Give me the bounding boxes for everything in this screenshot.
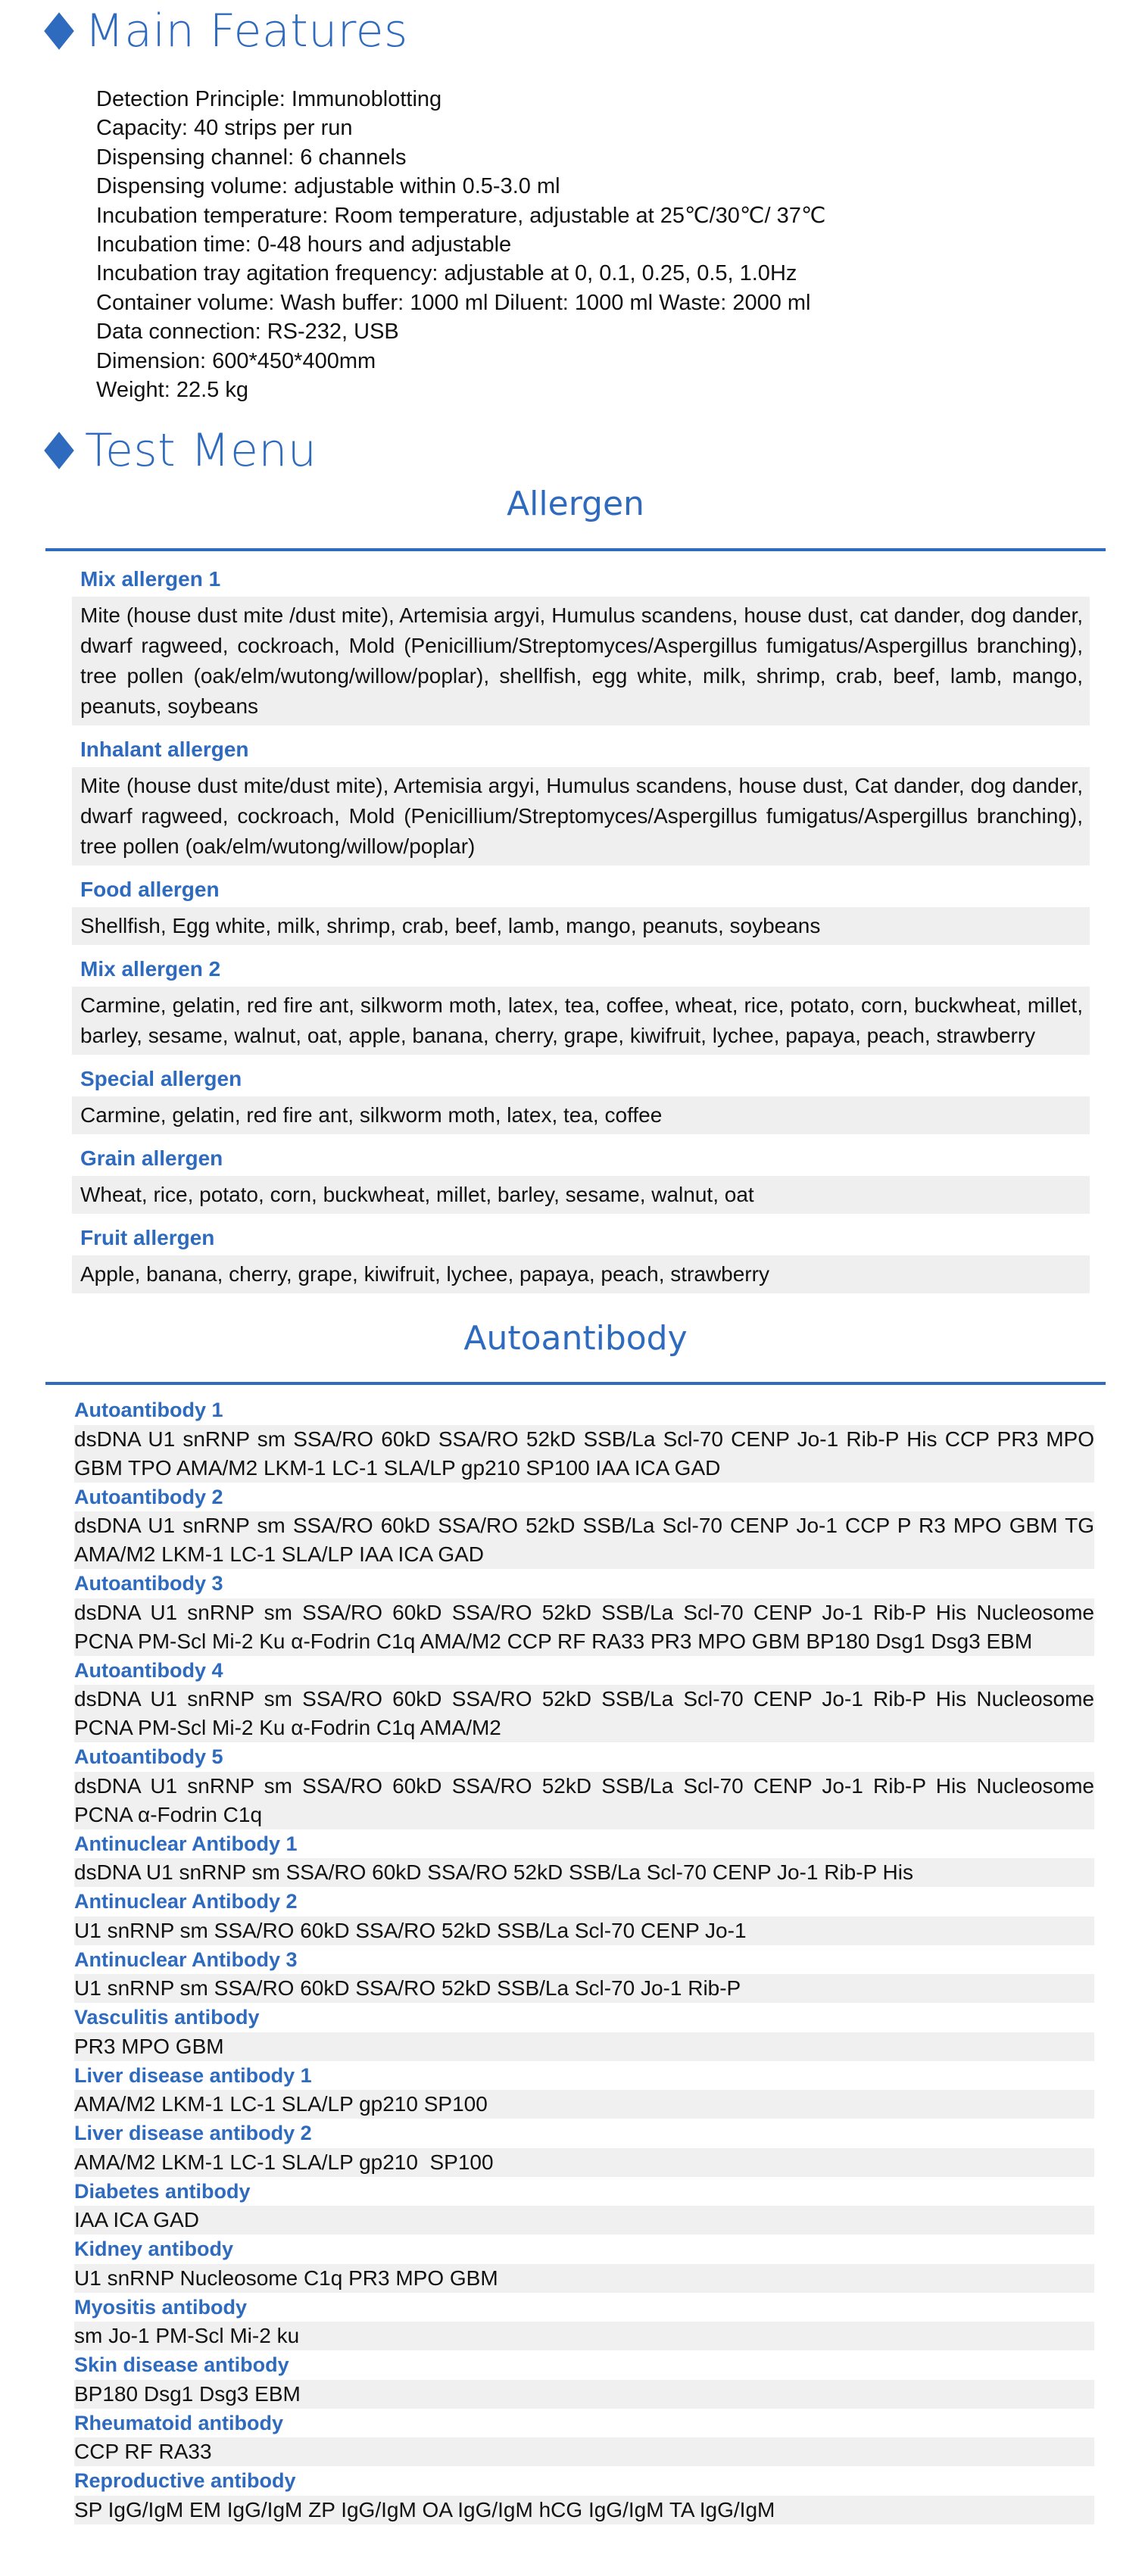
allergen-item-content: Mite (house dust mite /dust mite), Artemisia argyi, Humulus scandens, house dust, cat dander, dog dander, dwarf ragweed, cockroach, Mold (Penicillium/Streptomyces/Aspergillus fumigatus/Aspergillus branching), tree pollen (oak/elm/wutong/willow/poplar), shellfish, egg white, milk, shrimp, crab, beef, lamb, mango, peanuts, soybeans: [72, 597, 1090, 725]
autoantibody-item-name: Reproductive antibody: [74, 2469, 296, 2492]
autoantibody-item: [74, 1656, 1094, 1743]
autoantibody-item-name: Antinuclear Antibody 1: [74, 1832, 298, 1855]
allergen-item-name: Mix allergen 1: [80, 567, 221, 591]
autoantibody-item-name: Autoantibody 3: [74, 1572, 223, 1595]
autoantibody-item: [74, 1396, 1094, 1483]
autoantibody-item: [74, 1887, 1094, 1945]
allergen-item-content: Shellfish, Egg white, milk, shrimp, crab, beef, lamb, mango, peanuts, soybeans: [72, 907, 1090, 945]
feature-item: Dimension: 600*450*400mm: [96, 348, 376, 373]
autoantibody-item-name: Autoantibody 2: [74, 1485, 223, 1508]
feature-item: Dispensing volume: adjustable within 0.5-3.0 ml: [96, 174, 560, 199]
allergen-item: [72, 732, 1090, 865]
autoantibody-divider: [45, 1382, 1106, 1385]
allergen-item: [72, 1221, 1090, 1293]
autoantibody-item-name: Antinuclear Antibody 3: [74, 1948, 298, 1971]
autoantibody-item-name: Diabetes antibody: [74, 2179, 251, 2203]
diamond-bullet-icon: [44, 16, 74, 46]
autoantibody-item-content: SP IgG/IgM EM IgG/IgM ZP IgG/IgM OA IgG/IgM hCG IgG/IgM TA IgG/IgM: [74, 2496, 1094, 2525]
allergen-item: [72, 562, 1090, 725]
autoantibody-item-content: dsDNA U1 snRNP sm SSA/RO 60kD SSA/RO 52kD SSB/La Scl-70 CENP Jo-1 Rib-P His Nucleosome PCNA PM-Scl Mi-2 Ku α-Fodrin C1q AMA/M2: [74, 1685, 1094, 1742]
test-menu-heading: [44, 424, 317, 477]
feature-item: Capacity: 40 strips per run: [96, 116, 353, 141]
autoantibody-item-content: AMA/M2 LKM-1 LC-1 SLA/LP gp210 SP100: [74, 2148, 1094, 2177]
features-list: [96, 85, 825, 404]
autoantibody-item-name: Autoantibody 5: [74, 1745, 223, 1768]
feature-item: Container volume: Wash buffer: 1000 ml Diluent: 1000 ml Waste: 2000 ml: [96, 290, 811, 315]
autoantibody-item: [74, 2003, 1094, 2061]
allergen-item-content: Wheat, rice, potato, corn, buckwheat, millet, barley, sesame, walnut, oat: [72, 1176, 1090, 1214]
allergen-item: [72, 952, 1090, 1055]
autoantibody-section-title: Autoantibody: [463, 1319, 688, 1358]
main-features-title: Main Features: [85, 5, 408, 58]
autoantibody-item: [74, 2119, 1094, 2177]
main-features-heading: [44, 5, 408, 58]
autoantibody-item-content: AMA/M2 LKM-1 LC-1 SLA/LP gp210 SP100: [74, 2090, 1094, 2119]
feature-item: Weight: 22.5 kg: [96, 378, 248, 403]
allergen-item-name: Special allergen: [80, 1067, 242, 1090]
autoantibody-item: [74, 1945, 1094, 2004]
feature-item: Dispensing channel: 6 channels: [96, 145, 407, 170]
allergen-item-content: Carmine, gelatin, red fire ant, silkworm moth, latex, tea, coffee, wheat, rice, potato, corn, buckwheat, millet, barley, sesame, walnut, oat, apple, banana, cherry, grape, kiwifruit, lychee, papaya, peach, strawberry: [72, 987, 1090, 1055]
feature-item: Incubation time: 0-48 hours and adjustable: [96, 232, 512, 257]
allergen-item-content: Apple, banana, cherry, grape, kiwifruit, lychee, papaya, peach, strawberry: [72, 1255, 1090, 1293]
autoantibody-item-content: IAA ICA GAD: [74, 2206, 1094, 2235]
feature-item: Incubation temperature: Room temperature, adjustable at 25℃/30℃/ 37℃: [96, 203, 826, 228]
allergen-item-content: Carmine, gelatin, red fire ant, silkworm moth, latex, tea, coffee: [72, 1096, 1090, 1134]
autoantibody-item-name: Autoantibody 4: [74, 1658, 223, 1682]
autoantibody-item: [74, 2235, 1094, 2293]
feature-item: Incubation tray agitation frequency: adjustable at 0, 0.1, 0.25, 0.5, 1.0Hz: [96, 261, 797, 286]
autoantibody-item-content: PR3 MPO GBM: [74, 2032, 1094, 2061]
autoantibody-item-name: Kidney antibody: [74, 2238, 234, 2260]
allergen-section-title: Allergen: [507, 485, 644, 523]
allergen-list: [72, 562, 1090, 1300]
autoantibody-item-content: CCP RF RA33: [74, 2437, 1094, 2466]
autoantibody-item-content: dsDNA U1 snRNP sm SSA/RO 60kD SSA/RO 52kD SSB/La Scl-70 CENP Jo-1 Rib-P His Nucleosome PCNA PM-Scl Mi-2 Ku α-Fodrin C1q AMA/M2 CCP RF RA33 PR3 MPO GBM BP180 Dsg1 Dsg3 EBM: [74, 1598, 1094, 1656]
autoantibody-item-content: BP180 Dsg1 Dsg3 EBM: [74, 2380, 1094, 2409]
allergen-item-name: Food allergen: [80, 878, 220, 901]
autoantibody-item-content: dsDNA U1 snRNP sm SSA/RO 60kD SSA/RO 52kD SSB/La Scl-70 CENP Jo-1 Rib-P His Nucleosome PCNA α-Fodrin C1q: [74, 1772, 1094, 1829]
autoantibody-item-name: Vasculitis antibody: [74, 2006, 260, 2029]
autoantibody-item-name: Antinuclear Antibody 2: [74, 1890, 298, 1913]
feature-item: Data connection: RS-232, USB: [96, 320, 399, 345]
autoantibody-item-content: dsDNA U1 snRNP sm SSA/RO 60kD SSA/RO 52kD SSB/La Scl-70 CENP Jo-1 CCP P R3 MPO GBM TG AMA/M2 LKM-1 LC-1 SLA/LP IAA ICA GAD: [74, 1511, 1094, 1569]
autoantibody-item-content: U1 snRNP Nucleosome C1q PR3 MPO GBM: [74, 2264, 1094, 2293]
test-menu-title: Test Menu: [85, 424, 317, 477]
autoantibody-item: [74, 2466, 1094, 2525]
allergen-item: [72, 1141, 1090, 1214]
autoantibody-list: [74, 1396, 1094, 2525]
autoantibody-item: [74, 2177, 1094, 2235]
diamond-bullet-icon: [44, 435, 74, 466]
autoantibody-item-content: U1 snRNP sm SSA/RO 60kD SSA/RO 52kD SSB/La Scl-70 Jo-1 Rib-P: [74, 1974, 1094, 2003]
autoantibody-item: [74, 2061, 1094, 2119]
autoantibody-item-content: dsDNA U1 snRNP sm SSA/RO 60kD SSA/RO 52kD SSB/La Scl-70 CENP Jo-1 Rib-P His CCP PR3 MPO GBM TPO AMA/M2 LKM-1 LC-1 SLA/LP gp210 SP100 IAA ICA GAD: [74, 1425, 1094, 1483]
allergen-item-name: Grain allergen: [80, 1146, 223, 1170]
autoantibody-item-content: U1 snRNP sm SSA/RO 60kD SSA/RO 52kD SSB/La Scl-70 CENP Jo-1: [74, 1916, 1094, 1945]
autoantibody-item-name: Autoantibody 1: [74, 1399, 223, 1421]
autoantibody-item-name: Rheumatoid antibody: [74, 2411, 283, 2434]
autoantibody-item: [74, 2293, 1094, 2351]
allergen-item-content: Mite (house dust mite/dust mite), Artemisia argyi, Humulus scandens, house dust, Cat dander, dog dander, dwarf ragweed, cockroach, Mold (Penicillium/Streptomyces/Aspergillus fumigatus/Aspergillus branching), tree pollen (oak/elm/wutong/willow/poplar): [72, 767, 1090, 865]
autoantibody-item-name: Liver disease antibody 2: [74, 2122, 312, 2144]
allergen-item-name: Fruit allergen: [80, 1226, 215, 1249]
feature-item: Detection Principle: Immunoblotting: [96, 87, 442, 111]
allergen-divider: [45, 548, 1106, 551]
allergen-item: [72, 872, 1090, 945]
allergen-item: [72, 1062, 1090, 1134]
allergen-item-name: Inhalant allergen: [80, 738, 249, 761]
autoantibody-item: [74, 1742, 1094, 1829]
autoantibody-item-name: Skin disease antibody: [74, 2353, 289, 2376]
allergen-item-name: Mix allergen 2: [80, 957, 221, 981]
autoantibody-item: [74, 2350, 1094, 2409]
autoantibody-item: [74, 2409, 1094, 2467]
autoantibody-item-name: Myositis antibody: [74, 2295, 248, 2319]
autoantibody-item-content: dsDNA U1 snRNP sm SSA/RO 60kD SSA/RO 52kD SSB/La Scl-70 CENP Jo-1 Rib-P His: [74, 1858, 1094, 1887]
autoantibody-item-name: Liver disease antibody 1: [74, 2063, 312, 2087]
autoantibody-item: [74, 1829, 1094, 1888]
autoantibody-item: [74, 1483, 1094, 1570]
autoantibody-item-content: sm Jo-1 PM-Scl Mi-2 ku: [74, 2322, 1094, 2350]
autoantibody-item: [74, 1569, 1094, 1656]
